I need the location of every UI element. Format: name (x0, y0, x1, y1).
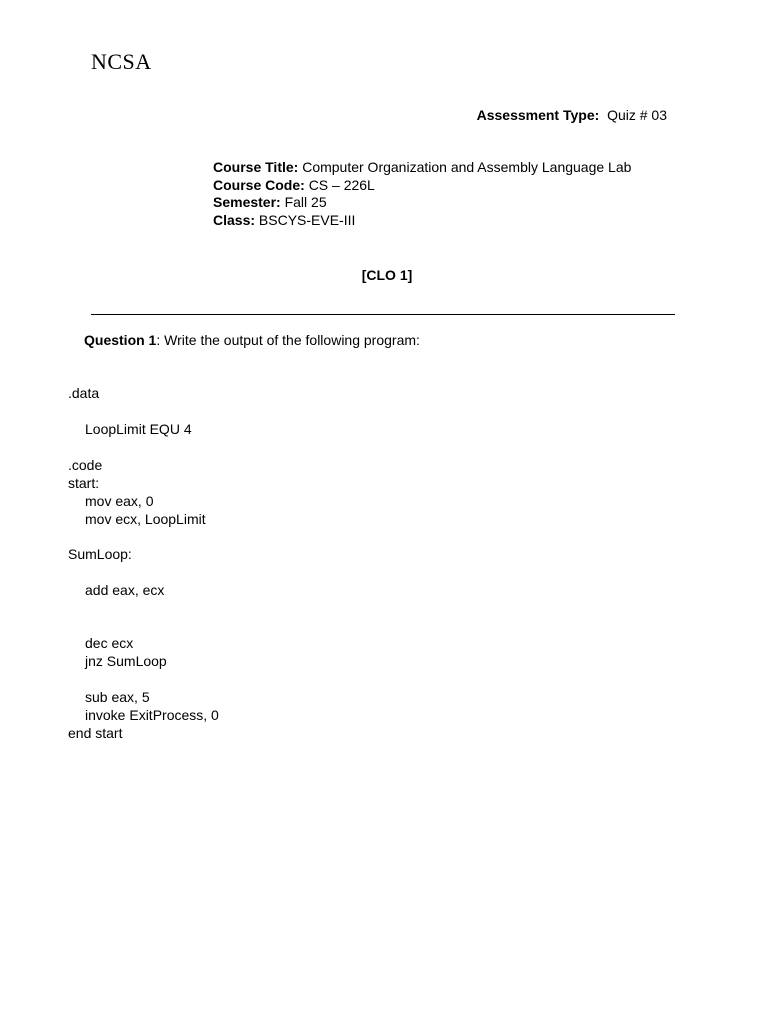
semester-row (213, 194, 631, 212)
question-1 (84, 332, 420, 348)
code-line: mov ecx, LoopLimit (85, 511, 206, 527)
semester-value: Fall 25 (284, 194, 327, 210)
code-line: add eax, ecx (85, 582, 165, 598)
course-title-label: Course Title: (213, 159, 299, 175)
code-line: SumLoop: (68, 546, 132, 562)
course-title-row (213, 159, 631, 177)
clo-heading: [CLO 1] (361, 267, 413, 283)
code-line: end start (68, 725, 123, 741)
course-info (213, 159, 631, 229)
assessment-type-label: Assessment Type: (476, 107, 600, 123)
assessment-type (477, 107, 667, 123)
org-logo-text: NCSA (91, 49, 152, 74)
course-code-label: Course Code: (213, 176, 305, 193)
code-line: .code (68, 457, 103, 473)
code-line: .data (68, 385, 100, 401)
class-label: Class: (213, 211, 256, 228)
semester-label: Semester: (213, 194, 281, 210)
question-label: Question 1 (84, 332, 157, 348)
course-title-value: Computer Organization and Assembly Language Lab (302, 159, 632, 175)
horizontal-divider (91, 314, 675, 315)
code-line: jnz SumLoop (85, 653, 167, 669)
code-line: invoke ExitProcess, 0 (85, 707, 219, 723)
code-line: sub eax, 5 (85, 689, 150, 705)
code-line: LoopLimit EQU 4 (85, 421, 192, 437)
assessment-type-value: Quiz # 03 (607, 107, 667, 123)
course-code-value: CS – 226L (308, 176, 375, 193)
class-row (213, 212, 631, 230)
class-value: BSCYS-EVE-III (258, 211, 356, 228)
course-code-row (213, 177, 631, 195)
question-text: : Write the output of the following program: (156, 332, 420, 348)
code-line: start: (68, 475, 100, 491)
code-line: dec ecx (85, 635, 134, 651)
code-line: mov eax, 0 (85, 493, 154, 509)
